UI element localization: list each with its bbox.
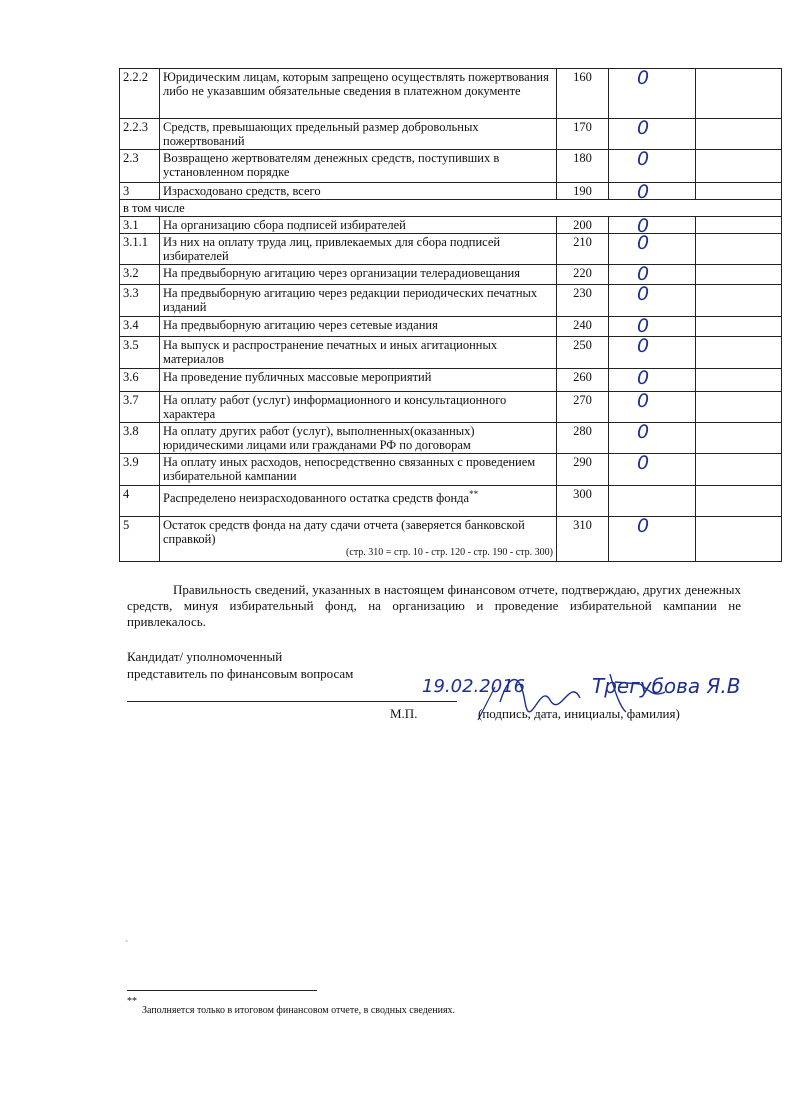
handwritten-amount: 0 [637,117,650,139]
table-row [120,337,782,369]
row-description-text: Распределено неизрасходованного остатка средств фонда [163,491,470,506]
signer-label [127,648,353,682]
row-amount-cell [609,119,696,150]
row-description [160,454,557,486]
row-description [160,369,557,392]
row-notes-cell [696,392,782,423]
row-line-code: 210 [557,234,609,265]
row-number: 3.1 [120,217,160,234]
row-notes-cell [696,265,782,285]
row-description-text: Средств, превышающих предельный размер добровольных пожертвований [163,120,479,148]
row-number: 3.1.1 [120,234,160,265]
row-notes-cell [696,285,782,317]
row-notes-cell [696,234,782,265]
row-line-code: 230 [557,285,609,317]
table-row [120,486,782,517]
row-description [160,317,557,337]
row-amount-cell [609,150,696,183]
row-number: 3.7 [120,392,160,423]
row-line-code: 160 [557,69,609,119]
handwritten-amount: 0 [637,390,650,412]
section-label: в том числе [120,200,782,217]
row-amount-cell [609,69,696,119]
handwritten-amount: 0 [637,215,650,237]
row-number: 3.6 [120,369,160,392]
row-number: 5 [120,517,160,562]
row-notes-cell [696,183,782,200]
row-notes-cell [696,69,782,119]
table-row [120,369,782,392]
certification-paragraph: Правильность сведений, указанных в настоящем финансовом отчете, подтверждаю, других денежных средств, минуя избирательный фонд, на организацию и проведение избирательной кампании не привлекалось. [127,582,741,629]
handwritten-amount: 0 [637,263,650,285]
row-formula-note: (стр. 310 = стр. 10 - стр. 120 - стр. 190 - стр. 300) [346,547,553,558]
row-number: 3.5 [120,337,160,369]
row-line-code: 270 [557,392,609,423]
row-line-code: 180 [557,150,609,183]
row-line-code: 200 [557,217,609,234]
row-description [160,69,557,119]
financial-report-table [119,68,782,562]
row-description [160,486,557,517]
row-description-text: Юридическим лицам, которым запрещено осуществлять пожертвования либо не указавшим обязательные сведения в платежном документе [163,70,549,98]
row-description-text: Из них на оплату труда лиц, привлекаемых для сбора подписей избирателей [163,235,501,263]
footnote-marker: ** [127,996,137,1007]
table-row [120,285,782,317]
row-amount-cell [609,486,696,517]
row-description-text: На предвыборную агитацию через сетевые издания [163,318,438,332]
row-description-text: На предвыборную агитацию через организации телерадиовещания [163,266,520,280]
row-description [160,150,557,183]
row-number: 3.2 [120,265,160,285]
row-line-code: 220 [557,265,609,285]
row-amount-cell [609,265,696,285]
row-number: 3 [120,183,160,200]
table-row [120,454,782,486]
row-notes-cell [696,486,782,517]
handwritten-amount: 0 [637,181,650,203]
row-description-text: На оплату других работ (услуг), выполненных(оказанных) юридическими лицами или гражданами РФ по договорам [163,424,475,452]
row-notes-cell [696,369,782,392]
row-line-code: 290 [557,454,609,486]
row-notes-cell [696,317,782,337]
row-description [160,217,557,234]
row-line-code: 170 [557,119,609,150]
row-amount-cell [609,392,696,423]
row-description [160,234,557,265]
handwritten-amount: 0 [637,515,650,537]
row-description-text: Израсходовано средств, всего [163,184,321,198]
row-number: 4 [120,486,160,517]
row-amount-cell [609,215,696,237]
table-row [120,234,782,265]
table-row [120,265,782,285]
row-amount-cell [609,285,696,317]
handwritten-amount: 0 [637,232,650,254]
row-description-text: На предвыборную агитацию через редакции периодических печатных изданий [163,286,538,314]
row-amount-cell [609,454,696,486]
footnote-ref: ** [469,489,479,499]
row-description [160,392,557,423]
table-row [120,392,782,423]
row-number: 2.2.3 [120,119,160,150]
table-row [120,183,782,200]
row-line-code: 190 [557,183,609,200]
table-row [120,119,782,150]
row-amount-cell [609,337,696,369]
row-description-text: На организацию сбора подписей избирателей [163,218,406,232]
row-description-text: На проведение публичных массовые мероприятий [163,370,432,384]
signature-line [127,701,457,702]
footnote-text: Заполняется только в итоговом финансовом отчете, в сводных сведениях. [142,1005,456,1016]
row-amount-cell [609,317,696,337]
row-amount-cell [609,234,696,265]
row-notes-cell [696,517,782,562]
row-description [160,265,557,285]
table-row [120,150,782,183]
row-line-code: 250 [557,337,609,369]
row-amount-cell [609,517,696,562]
row-description-text: Возвращено жертвователям денежных средств, поступивших в установленном порядке [163,151,500,179]
signer-label-line2: представитель по финансовым вопросам [127,666,354,681]
handwritten-amount: 0 [637,283,650,305]
row-line-code: 240 [557,317,609,337]
row-notes-cell [696,423,782,454]
handwritten-amount: 0 [637,148,650,170]
row-description-text: Остаток средств фонда на дату сдачи отчета (заверяется банковской справкой) [163,518,525,546]
row-line-code: 260 [557,369,609,392]
handwritten-amount: 0 [637,421,650,443]
row-line-code: 310 [557,517,609,562]
row-description-text: На оплату работ (услуг) информационного и консультационного характера [163,393,507,421]
row-notes-cell [696,119,782,150]
row-description-text: На оплату иных расходов, непосредственно связанных с проведением избирательной кампании [163,455,536,483]
row-description [160,423,557,454]
row-number: 2.2.2 [120,69,160,119]
handwritten-amount: 0 [637,315,650,337]
handwritten-amount: 0 [637,335,650,357]
row-description [160,517,557,562]
handwritten-amount: 0 [637,367,650,389]
row-notes-cell [696,150,782,183]
row-amount-cell [609,369,696,392]
row-description [160,183,557,200]
signer-label-line1: Кандидат/ уполномоченный [127,649,283,664]
row-description [160,119,557,150]
row-number: 3.3 [120,285,160,317]
row-line-code: 280 [557,423,609,454]
handwritten-name: Трегубова Я.В [592,674,741,698]
scan-mark: ˋ [125,940,129,951]
handwritten-date: 19.02.2016 [422,676,526,697]
row-description [160,285,557,317]
row-description [160,337,557,369]
table-row [120,217,782,234]
row-number: 3.4 [120,317,160,337]
signature-caption: (подпись, дата, инициалы, фамилия) [478,706,680,721]
table-row [120,69,782,119]
footnote-divider [127,990,317,991]
row-notes-cell [696,454,782,486]
row-number: 3.9 [120,454,160,486]
row-number: 2.3 [120,150,160,183]
row-notes-cell [696,337,782,369]
table-row [120,517,782,562]
table-row [120,317,782,337]
seal-place-label: М.П. [390,706,418,721]
row-amount-cell [609,423,696,454]
row-line-code: 300 [557,486,609,517]
handwritten-amount: 0 [637,67,650,89]
row-amount-cell [609,181,696,203]
row-notes-cell [696,217,782,234]
row-description-text: На выпуск и распространение печатных и иных агитационных материалов [163,338,498,366]
handwritten-amount: 0 [637,452,650,474]
table-row [120,423,782,454]
table-row [120,200,782,217]
row-number: 3.8 [120,423,160,454]
